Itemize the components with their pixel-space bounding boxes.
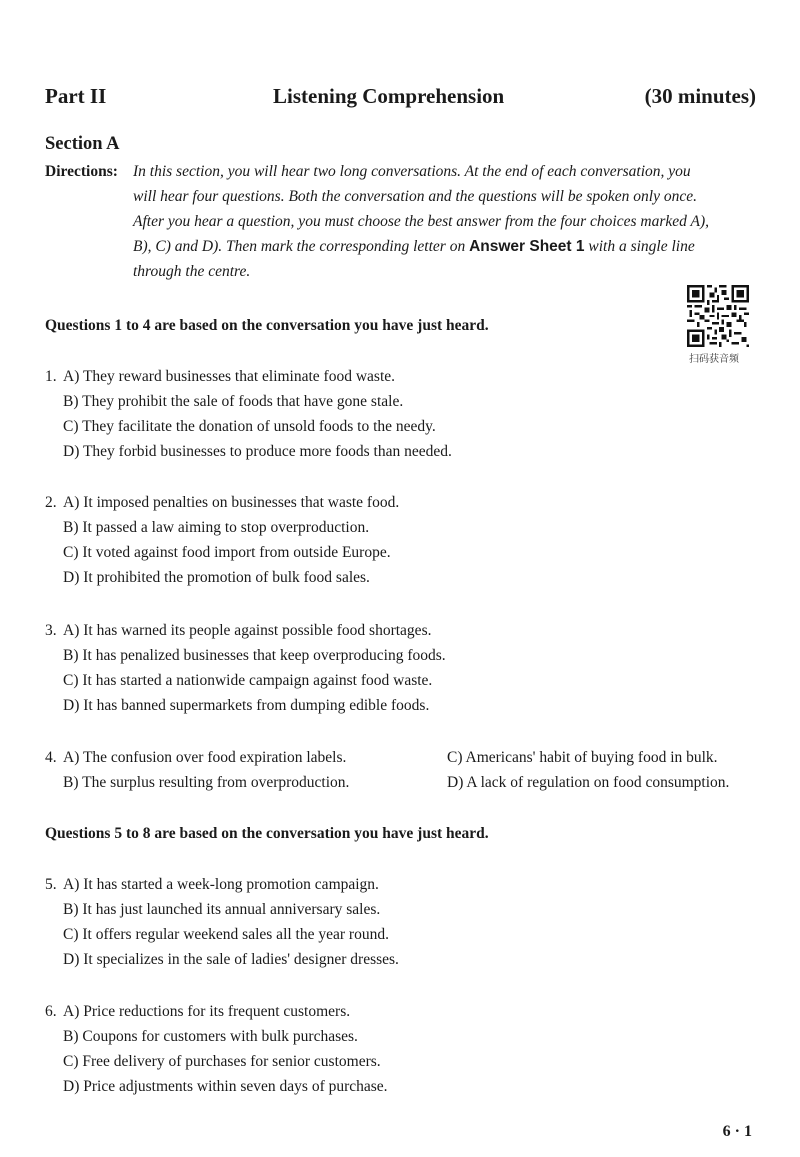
option-a[interactable]: A) They reward businesses that eliminate food waste.	[63, 368, 396, 385]
questions-1-4-heading: Questions 1 to 4 are based on the conversation you have just heard.	[45, 317, 489, 334]
option-b[interactable]: B) It has penalized businesses that keep overproducing foods.	[63, 647, 446, 664]
directions-line-2: will hear four questions. Both the conversation and the questions will be spoken only once.	[133, 188, 697, 205]
option-a[interactable]: A) It has started a week-long promotion campaign.	[63, 876, 379, 893]
directions-line-4-end: with a single line	[588, 238, 695, 255]
question-number: 1.	[45, 368, 57, 385]
option-d[interactable]: D) They forbid businesses to produce more foods than needed.	[63, 443, 452, 460]
question-number: 3.	[45, 622, 57, 639]
option-d[interactable]: D) It specializes in the sale of ladies' designer dresses.	[63, 951, 399, 968]
directions-line-1: In this section, you will hear two long conversations. At the end of each conversation, you	[133, 163, 691, 180]
option-b[interactable]: B) They prohibit the sale of foods that have gone stale.	[63, 393, 404, 410]
option-d[interactable]: D) It has banned supermarkets from dumping edible foods.	[63, 697, 430, 714]
directions-line-4-start: B), C) and D). Then mark the corresponding letter on	[133, 238, 466, 255]
directions-line-5: through the centre.	[133, 263, 251, 280]
option-c[interactable]: C) It offers regular weekend sales all the year round.	[63, 926, 389, 943]
question-number: 4.	[45, 749, 57, 766]
question-number: 5.	[45, 876, 57, 893]
option-b[interactable]: B) It passed a law aiming to stop overproduction.	[63, 519, 370, 536]
directions-line-3: After you hear a question, you must choose the best answer from the four choices marked A),	[133, 213, 709, 230]
part-header	[45, 84, 756, 116]
option-a[interactable]: A) The confusion over food expiration labels.	[63, 749, 347, 766]
part-label: Part II	[45, 84, 107, 108]
option-b[interactable]: B) It has just launched its annual anniversary sales.	[63, 901, 381, 918]
option-d[interactable]: D) Price adjustments within seven days of purchase.	[63, 1078, 388, 1095]
option-a[interactable]: A) Price reductions for its frequent customers.	[63, 1003, 351, 1020]
option-b[interactable]: B) Coupons for customers with bulk purchases.	[63, 1028, 358, 1045]
option-c[interactable]: C) It voted against food import from outside Europe.	[63, 544, 391, 561]
part-title: Listening Comprehension	[273, 84, 505, 108]
section-title: Section A	[45, 134, 120, 154]
qr-code-icon[interactable]	[687, 285, 749, 347]
option-a[interactable]: A) It has warned its people against possible food shortages.	[63, 622, 432, 639]
answer-sheet-reference: Answer Sheet 1	[469, 238, 585, 255]
option-c[interactable]: C) They facilitate the donation of unsold foods to the needy.	[63, 418, 436, 435]
option-c[interactable]: C) Free delivery of purchases for senior customers.	[63, 1053, 381, 1070]
option-a[interactable]: A) It imposed penalties on businesses that waste food.	[63, 494, 400, 511]
questions-5-8-heading: Questions 5 to 8 are based on the conversation you have just heard.	[45, 825, 489, 842]
question-number: 2.	[45, 494, 57, 511]
qr-caption: 扫码获音频	[689, 354, 739, 365]
directions-line-4	[133, 238, 695, 256]
option-b[interactable]: B) The surplus resulting from overproduction.	[63, 774, 350, 791]
directions-label: Directions:	[45, 163, 118, 180]
page-number: 6 · 1	[722, 1123, 752, 1140]
option-d[interactable]: D) A lack of regulation on food consumption.	[447, 774, 730, 791]
question-number: 6.	[45, 1003, 57, 1020]
option-d[interactable]: D) It prohibited the promotion of bulk food sales.	[63, 569, 370, 586]
time-limit: (30 minutes)	[644, 84, 756, 108]
option-c[interactable]: C) Americans' habit of buying food in bulk.	[447, 749, 718, 766]
option-c[interactable]: C) It has started a nationwide campaign against food waste.	[63, 672, 433, 689]
